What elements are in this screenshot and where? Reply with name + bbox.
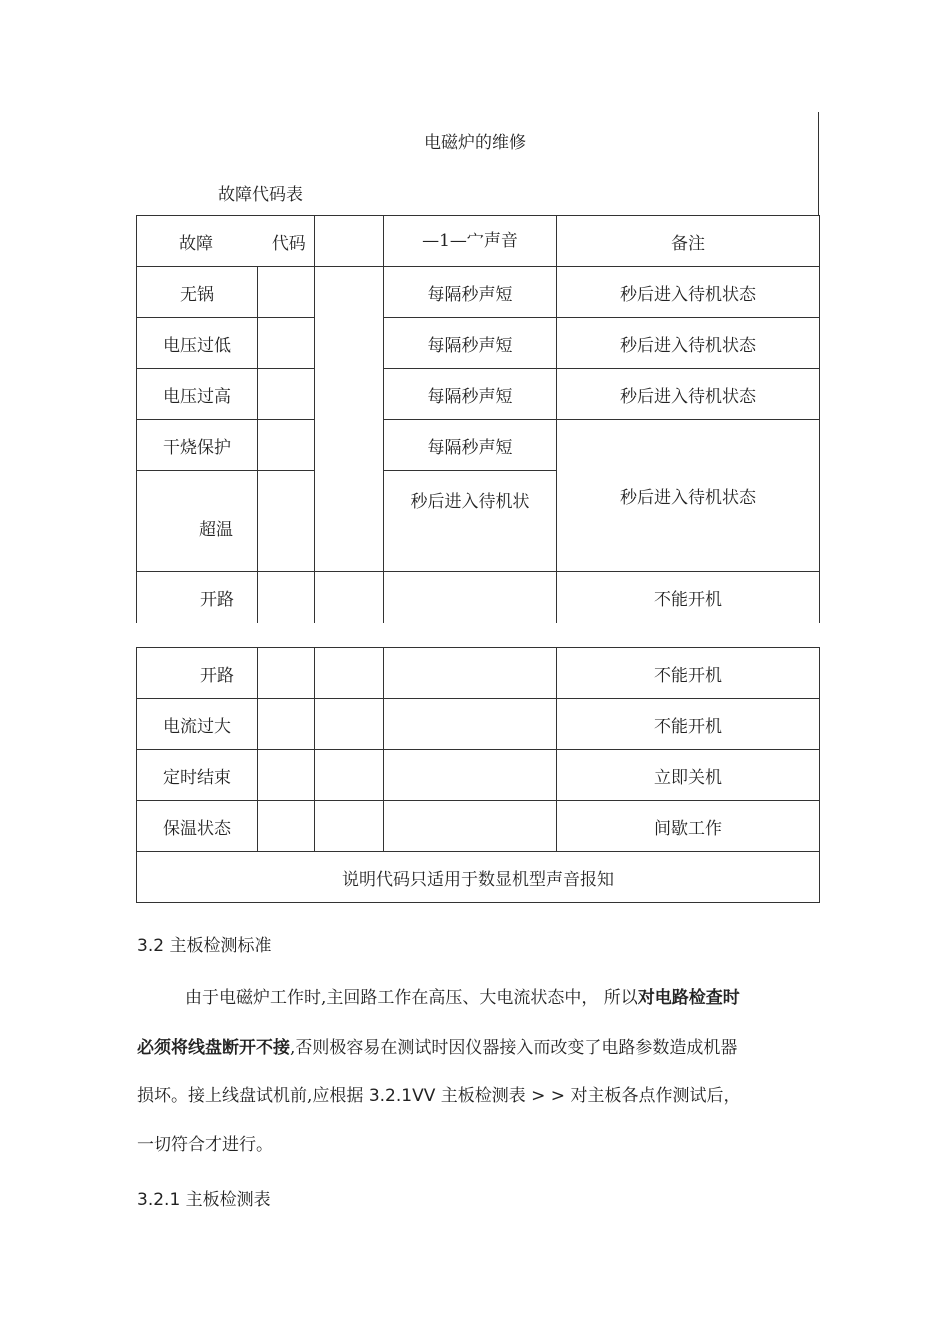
note-cell: 不能开机 (557, 648, 820, 699)
sound-cell (384, 801, 557, 852)
sound-cell: 秒后进入待机状 (384, 471, 557, 572)
table-row (137, 801, 820, 852)
empty-cell (315, 572, 384, 623)
table-footer-row (137, 852, 820, 903)
text-span: 对主板各点作测试后， (570, 1086, 741, 1106)
header-fault-code (137, 216, 315, 267)
paragraph-line-4: 一切符合才进行。 (137, 1135, 273, 1155)
sound-cell: 每隔秒声短 (384, 369, 557, 420)
sound-cell (384, 750, 557, 801)
section-title: 主板检测标准 (169, 936, 272, 956)
table-row (137, 750, 820, 801)
empty-cell (315, 699, 384, 750)
fault-cell: 电压过低 (137, 318, 258, 369)
code-cell (258, 572, 315, 623)
code-cell (258, 648, 315, 699)
note-cell: 立即关机 (557, 750, 820, 801)
empty-cell (315, 648, 384, 699)
code-cell (258, 369, 315, 420)
fault-cell: 开路 (137, 648, 258, 699)
fault-cell: 干烧保护 (137, 420, 258, 471)
note-cell: 秒后进入待机状态 (557, 318, 820, 369)
code-cell (258, 471, 315, 572)
sound-cell: 每隔秒声短 (384, 318, 557, 369)
header-fault: 故障 (179, 233, 213, 254)
fault-cell: 电流过大 (137, 699, 258, 750)
text-span: 由于电磁炉工作时,主回路工作在高压、大电流状态中， 所以 (185, 988, 638, 1008)
note-cell: 秒后进入待机状态 (557, 369, 820, 420)
text-span: 主板检测表 (440, 1086, 526, 1106)
bold-text: 对电路检查时 (637, 988, 740, 1008)
sound-cell (384, 572, 557, 623)
note-cell: 不能开机 (557, 699, 820, 750)
empty-cell (315, 750, 384, 801)
code-cell (258, 699, 315, 750)
header-code: 代码 (271, 233, 306, 254)
note-cell: 秒后进入待机状态 (557, 267, 820, 318)
sound-cell: 每隔秒声短 (384, 267, 557, 318)
section-title: 主板检测表 (185, 1190, 271, 1210)
table-row (137, 318, 820, 369)
table-header-row (137, 216, 820, 267)
sound-cell: 每隔秒声短 (384, 420, 557, 471)
fault-cell: 超温 (137, 471, 258, 572)
table-caption: 故障代码表 (218, 185, 303, 205)
table-row (137, 572, 820, 623)
section-heading-3-2-1 (137, 1185, 817, 1210)
text-span: > > (531, 1086, 566, 1106)
code-cell (258, 420, 315, 471)
section-number: 3.2 (137, 936, 165, 956)
section-number: 3.2.1 (137, 1190, 181, 1210)
table-row (137, 648, 820, 699)
paragraph-line-1 (137, 983, 817, 1008)
empty-cell (315, 801, 384, 852)
paragraph-line-2 (137, 1033, 817, 1058)
section-heading-3-2 (137, 931, 817, 956)
code-cell (258, 750, 315, 801)
merged-empty-cell (315, 267, 384, 572)
table-row (137, 420, 820, 471)
header-empty (315, 216, 384, 267)
sound-cell (384, 699, 557, 750)
header-note: 备注 (557, 216, 820, 267)
note-cell: 间歇工作 (557, 801, 820, 852)
header-sound: —1—宀声音 (384, 216, 557, 267)
reference-code: 3.2.1VV (368, 1086, 436, 1106)
fault-cell: 定时结束 (137, 750, 258, 801)
note-cell: 不能开机 (557, 572, 820, 623)
fault-code-table (136, 215, 820, 623)
paragraph-line-3 (137, 1081, 817, 1106)
code-cell (258, 318, 315, 369)
page-title: 电磁炉的维修 (424, 133, 526, 153)
table-row (137, 369, 820, 420)
table-row (137, 699, 820, 750)
fault-code-table-continued (136, 647, 820, 903)
fault-cell: 开路 (137, 572, 258, 623)
sound-cell (384, 648, 557, 699)
table-row (137, 267, 820, 318)
fault-cell: 电压过高 (137, 369, 258, 420)
table-footnote: 说明代码只适用于数显机型声音报知 (137, 852, 820, 903)
text-span: 损坏。接上线盘试机前,应根据 (137, 1086, 364, 1106)
bold-text: 必须将线盘断开不接 (137, 1038, 290, 1058)
fault-cell: 无锅 (137, 267, 258, 318)
fault-cell: 保温状态 (137, 801, 258, 852)
code-cell (258, 267, 315, 318)
merged-note-cell: 秒后进入待机状态 (557, 420, 820, 572)
text-span: ,否则极容易在测试时因仪器接入而改变了电路参数造成机器 (290, 1038, 738, 1058)
code-cell (258, 801, 315, 852)
